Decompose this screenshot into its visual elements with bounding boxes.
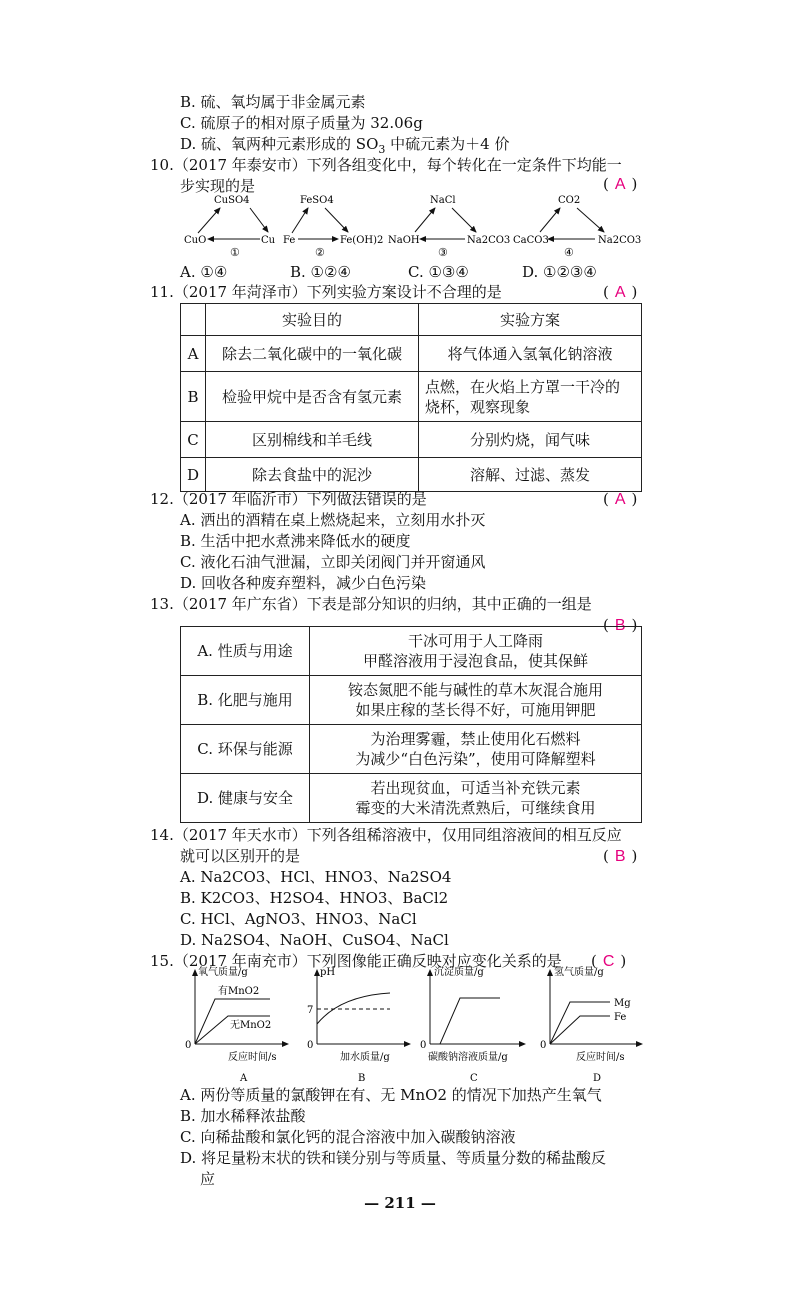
d2-right: Fe(OH)2 bbox=[340, 235, 384, 246]
q12-answer: ( A ) bbox=[603, 490, 638, 508]
d4-left: CaCO3 bbox=[513, 235, 549, 246]
q11-header-plan: 实验方案 bbox=[419, 304, 642, 336]
svg-text:反应时间/s: 反应时间/s bbox=[228, 1052, 277, 1063]
q14-stem-line1: 14.（2017 年天水市）下列各组稀溶液中，仅用同组溶液间的相互反应 bbox=[150, 826, 622, 844]
q9-option-c: C. 硫原子的相对原子质量为 32.06g bbox=[180, 114, 423, 132]
svg-text:0: 0 bbox=[420, 1040, 427, 1051]
q10-option-a: A. ①④ bbox=[180, 263, 228, 281]
d1-num: ① bbox=[230, 246, 240, 259]
svg-text:碳酸钠溶液质量/g: 碳酸钠溶液质量/g bbox=[428, 1052, 508, 1063]
d1-left: CuO bbox=[184, 235, 207, 246]
svg-text:有MnO2: 有MnO2 bbox=[218, 986, 260, 997]
svg-text:B: B bbox=[358, 1073, 366, 1084]
svg-text:氧气质量/g: 氧气质量/g bbox=[198, 967, 248, 978]
svg-text:沉淀质量/g: 沉淀质量/g bbox=[434, 967, 484, 978]
q10-answer: ( A ) bbox=[603, 175, 638, 193]
table-row: D. 健康与安全 若出现贫血，可适当补充铁元素 霉变的大米清洗煮熟后，可继续食用 bbox=[181, 774, 642, 823]
q10-diagram-3 bbox=[388, 195, 510, 259]
d3-num: ③ bbox=[438, 246, 448, 259]
q14-option-c: C. HCl、AgNO3、HNO3、NaCl bbox=[180, 910, 417, 928]
q10-diagrams bbox=[180, 190, 650, 260]
table-row: C. 环保与能源 为治理雾霾，禁止使用化石燃料 为减少“白色污染”，使用可降解塑料 bbox=[181, 725, 642, 774]
d4-right: Na2CO3 bbox=[598, 235, 642, 246]
table-row: D 除去食盐中的泥沙 溶解、过滤、蒸发 bbox=[181, 458, 642, 492]
table-row: A. 性质与用途 干冰可用于人工降雨 甲醛溶液用于浸泡食品，使其保鲜 bbox=[181, 627, 642, 676]
q10-diagram-2 bbox=[283, 195, 383, 259]
q15-option-d: D. 将足量粉末状的铁和镁分别与等质量、等质量分数的稀盐酸反 bbox=[180, 1149, 607, 1167]
svg-text:7: 7 bbox=[307, 1005, 314, 1016]
svg-text:pH: pH bbox=[320, 967, 336, 978]
svg-text:Mg: Mg bbox=[614, 998, 631, 1009]
d2-left: Fe bbox=[283, 235, 296, 246]
q9-option-b: B. 硫、氧均属于非金属元素 bbox=[180, 93, 366, 111]
graph-d bbox=[540, 966, 642, 1084]
q15-option-a: A. 两份等质量的氯酸钾在有、无 MnO2 的情况下加热产生氧气 bbox=[180, 1086, 602, 1104]
d3-left: NaOH bbox=[388, 235, 420, 246]
table-row: B. 化肥与施用 铵态氮肥不能与碱性的草木灰混合施用 如果庄稼的茎长得不好，可施用钾肥 bbox=[181, 676, 642, 725]
q14-option-a: A. Na2CO3、HCl、HNO3、Na2SO4 bbox=[180, 868, 452, 886]
d3-right: Na2CO3 bbox=[467, 235, 511, 246]
q10-option-d: D. ①②③④ bbox=[522, 263, 597, 281]
svg-text:加水质量/g: 加水质量/g bbox=[340, 1052, 390, 1063]
svg-text:D: D bbox=[593, 1073, 602, 1084]
q14-answer: ( B ) bbox=[603, 847, 638, 865]
q12-option-b: B. 生活中把水煮沸来降低水的硬度 bbox=[180, 532, 411, 550]
q9-option-d: D. 硫、氧两种元素形成的 $SO_3$ 中硫元素为＋4 价 bbox=[180, 135, 510, 156]
d3-top: NaCl bbox=[430, 195, 456, 206]
table-row: C 区别棉线和羊毛线 分别灼烧，闻气味 bbox=[181, 422, 642, 458]
q13-answer: ( B ) bbox=[603, 616, 638, 634]
d1-right: Cu bbox=[261, 235, 276, 246]
q10-diagram-4 bbox=[513, 195, 641, 259]
q14-option-d: D. Na2SO4、NaOH、CuSO4、NaCl bbox=[180, 931, 449, 949]
svg-text:C: C bbox=[470, 1073, 478, 1084]
svg-text:无MnO2: 无MnO2 bbox=[230, 1020, 272, 1031]
q15-graphs bbox=[180, 966, 650, 1084]
q15-option-b: B. 加水稀释浓盐酸 bbox=[180, 1107, 306, 1125]
q12-option-c: C. 液化石油气泄漏，立即关闭阀门并开窗通风 bbox=[180, 553, 486, 571]
graph-a bbox=[185, 966, 288, 1084]
d4-num: ④ bbox=[564, 246, 574, 259]
q10-stem-line1: 10.（2017 年泰安市）下列各组变化中，每个转化在一定条件下均能一 bbox=[150, 156, 622, 174]
q10-stem-line2: 步实现的是 bbox=[180, 177, 256, 195]
svg-text:氢气质量/g: 氢气质量/g bbox=[554, 967, 604, 978]
svg-text:反应时间/s: 反应时间/s bbox=[576, 1052, 625, 1063]
d4-top: CO2 bbox=[558, 195, 581, 206]
q13-table bbox=[180, 626, 642, 823]
page-number: — 211 — bbox=[364, 1194, 436, 1212]
q15-option-d-cont: 应 bbox=[200, 1170, 216, 1188]
q10-diagram-1 bbox=[184, 195, 276, 259]
table-row: A 除去二氧化碳中的一氧化碳 将气体通入氢氧化钠溶液 bbox=[181, 336, 642, 372]
q12-option-a: A. 洒出的酒精在桌上燃烧起来，立刻用水扑灭 bbox=[180, 511, 486, 529]
d2-num: ② bbox=[315, 246, 325, 259]
svg-text:0: 0 bbox=[185, 1040, 192, 1051]
q12-stem: 12.（2017 年临沂市）下列做法错误的是 bbox=[150, 490, 427, 508]
q11-table bbox=[180, 303, 642, 492]
q11-header-purpose: 实验目的 bbox=[206, 304, 419, 336]
q14-option-b: B. K2CO3、H2SO4、HNO3、BaCl2 bbox=[180, 889, 449, 907]
table-row: B 检验甲烷中是否含有氢元素 点燃，在火焰上方罩一干冷的 烧杯，观察现象 bbox=[181, 372, 642, 422]
q10-option-b: B. ①②④ bbox=[290, 263, 351, 281]
svg-text:0: 0 bbox=[307, 1040, 314, 1051]
q14-stem-line2: 就可以区别开的是 bbox=[180, 847, 301, 865]
d2-top: FeSO4 bbox=[300, 195, 334, 206]
q11-stem: 11.（2017 年菏泽市）下列实验方案设计不合理的是 bbox=[150, 283, 502, 301]
q15-answer: ( C ) bbox=[591, 952, 627, 970]
q11-answer: ( A ) bbox=[603, 283, 638, 301]
svg-text:Fe: Fe bbox=[614, 1012, 627, 1023]
d1-top: CuSO4 bbox=[214, 195, 250, 206]
q10-option-c: C. ①③④ bbox=[408, 263, 469, 281]
q15-option-c: C. 向稀盐酸和氯化钙的混合溶液中加入碳酸钠溶液 bbox=[180, 1128, 516, 1146]
svg-text:A: A bbox=[240, 1073, 248, 1084]
svg-text:0: 0 bbox=[540, 1040, 547, 1051]
q12-option-d: D. 回收各种废弃塑料，减少白色污染 bbox=[180, 574, 427, 592]
q13-stem: 13.（2017 年广东省）下表是部分知识的归纳，其中正确的一组是 bbox=[150, 595, 592, 613]
graph-b bbox=[307, 967, 410, 1084]
q15-stem: 15.（2017 年南充市）下列图像能正确反映对应变化关系的是 bbox=[150, 952, 562, 970]
graph-c bbox=[420, 966, 525, 1084]
